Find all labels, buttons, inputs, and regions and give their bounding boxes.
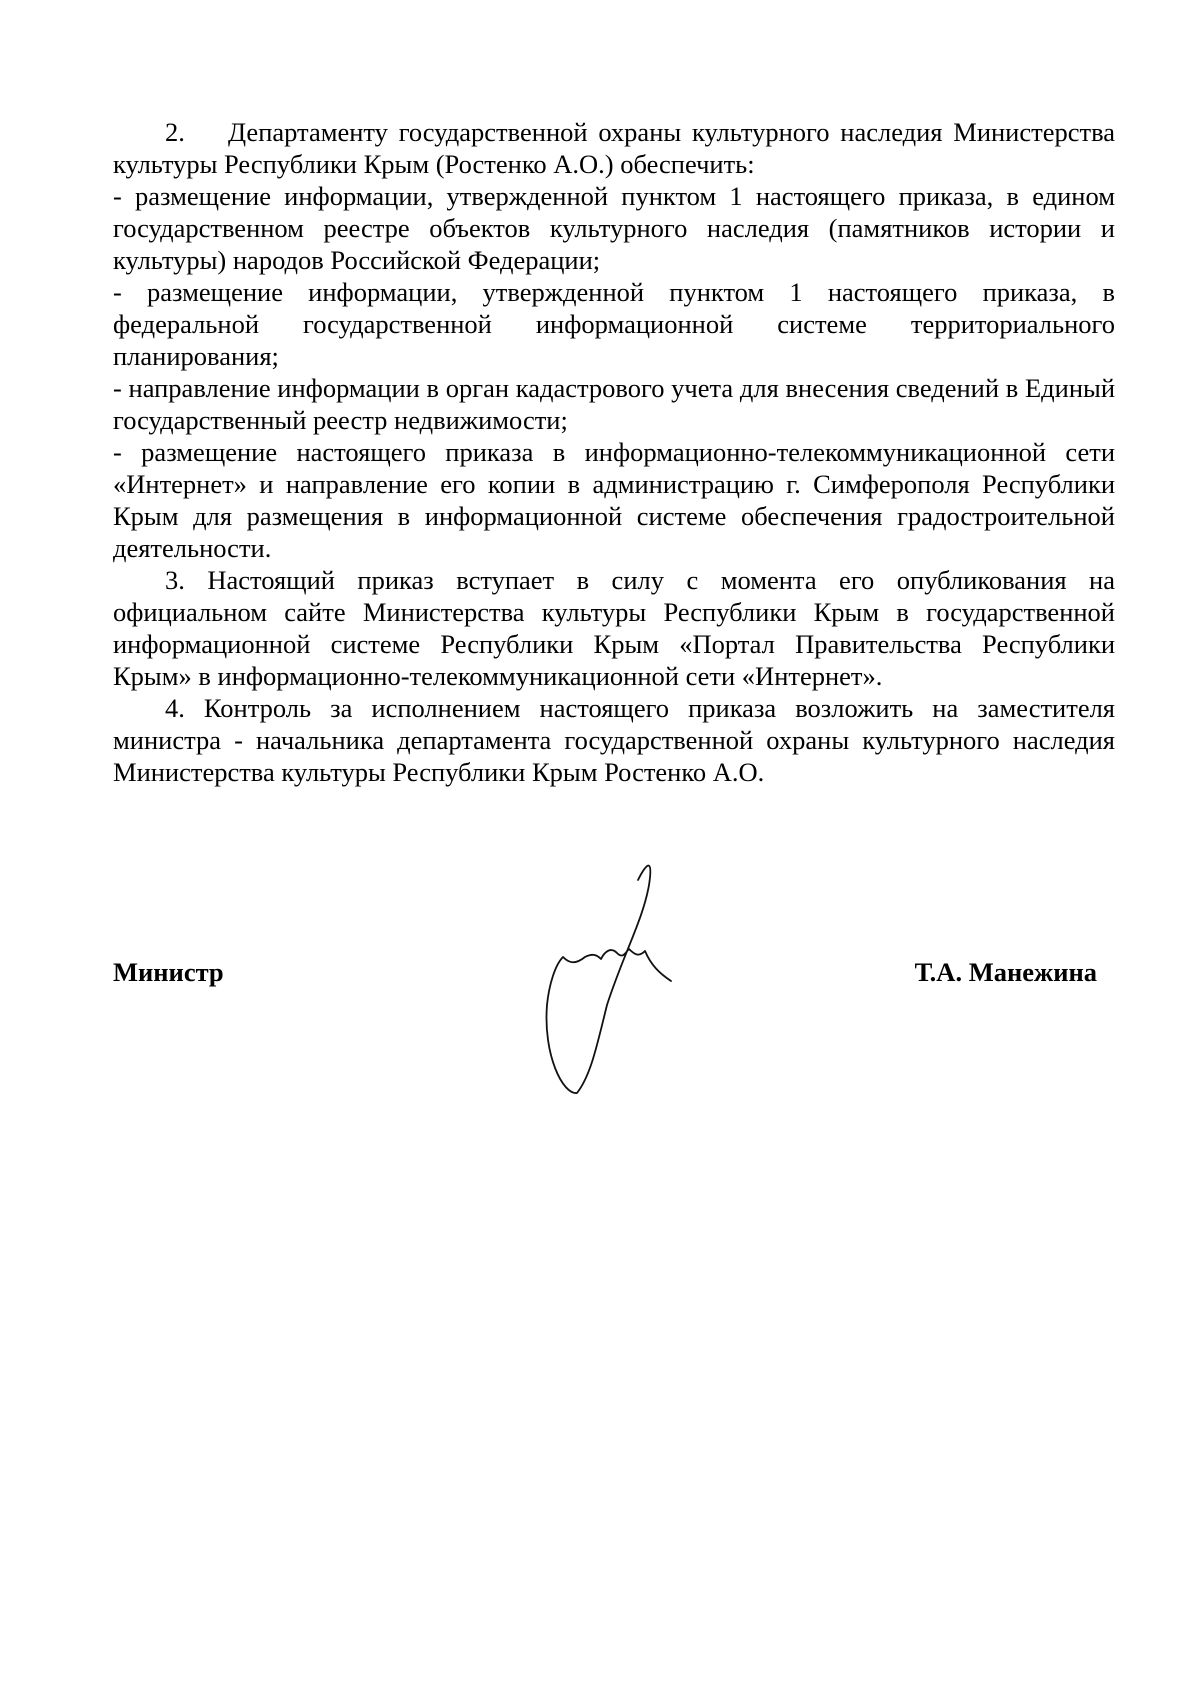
signatory-name: Т.А. Манежина (914, 957, 1097, 987)
paragraph-bullet-registry: - размещение информации, утвержденной пунктом 1 настоящего приказа, в едином государственном реестре объектов культурного наследия (памятников истории и культуры) народов Российской Федерации; (113, 181, 1115, 275)
paragraph-item-2: 2. Департаменту государственной охраны культурного наследия Министерства культуры Республики Крым (Ростенко А.О.) обеспечить: (113, 117, 1115, 179)
paragraph-bullet-cadastre: - направление информации в орган кадастрового учета для внесения сведений в Единый государственный реестр недвижимости; (113, 373, 1115, 435)
document-body (113, 116, 1115, 788)
handwritten-signature (535, 855, 705, 1095)
paragraph-item-3: 3. Настоящий приказ вступает в силу с момента его опубликования на официальном сайте Министерства культуры Республики Крым в государственной информационной системе Республики Крым «Портал Правительства Республики Крым» в информационно-телекоммуникационной сети «Интернет». (113, 565, 1115, 691)
signatory-position: Министр (113, 957, 224, 987)
paragraph-bullet-federal-system: - размещение информации, утвержденной пунктом 1 настоящего приказа, в федеральной государственной информационной системе территориального планирования; (113, 277, 1115, 371)
paragraph-item-4: 4. Контроль за исполнением настоящего приказа возложить на заместителя министра - начальника департамента государственной охраны культурного наследия Министерства культуры Республики Крым Ростенко А.О. (113, 693, 1115, 787)
paragraph-bullet-internet: - размещение настоящего приказа в информационно-телекоммуникационной сети «Интернет» и направление его копии в администрацию г. Симферополя Республики Крым для размещения в информационной системе обеспечения градостроительной деятельности. (113, 437, 1115, 563)
